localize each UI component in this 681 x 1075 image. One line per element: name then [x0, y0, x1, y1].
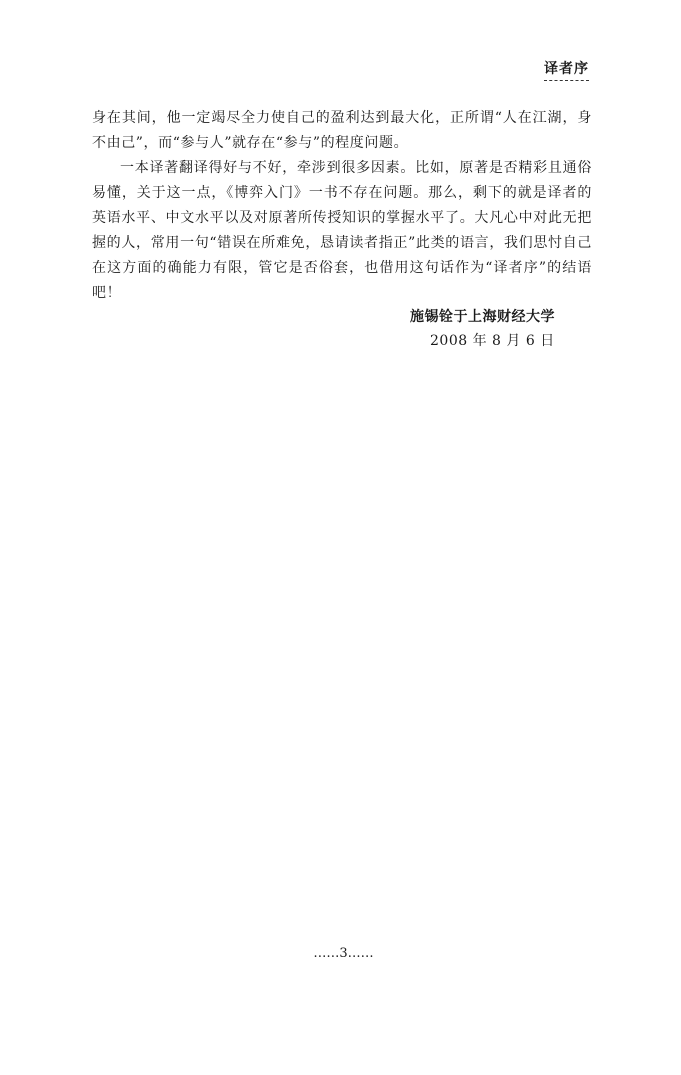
body-text	[92, 106, 592, 306]
signature-date: 2008 年 8 月 6 日	[430, 333, 555, 349]
page-number: ……3……	[313, 946, 374, 961]
paragraph-1: 身在其间，他一定竭尽全力使自己的盈利达到最大化，正所谓“人在江湖，身不由己”，而“参与人”就存在“参与”的程度问题。	[92, 110, 592, 151]
paragraph-2: 一本译著翻译得好与不好，牵涉到很多因素。比如，原著是否精彩且通俗易懂，关于这一点，《博弈入门》一书不存在问题。那么，剩下的就是译者的英语水平、中文水平以及对原著所传授知识的掌握水平了。大凡心中对此无把握的人，常用一句“错误在所难免，恳请读者指正”此类的语言，我们思忖自己在这方面的确能力有限，管它是否俗套，也借用这句话作为“译者序”的结语吧！	[92, 160, 592, 301]
translator-signature: 施锡铨于上海财经大学	[410, 309, 555, 325]
running-head-title: 译者序	[544, 58, 589, 81]
